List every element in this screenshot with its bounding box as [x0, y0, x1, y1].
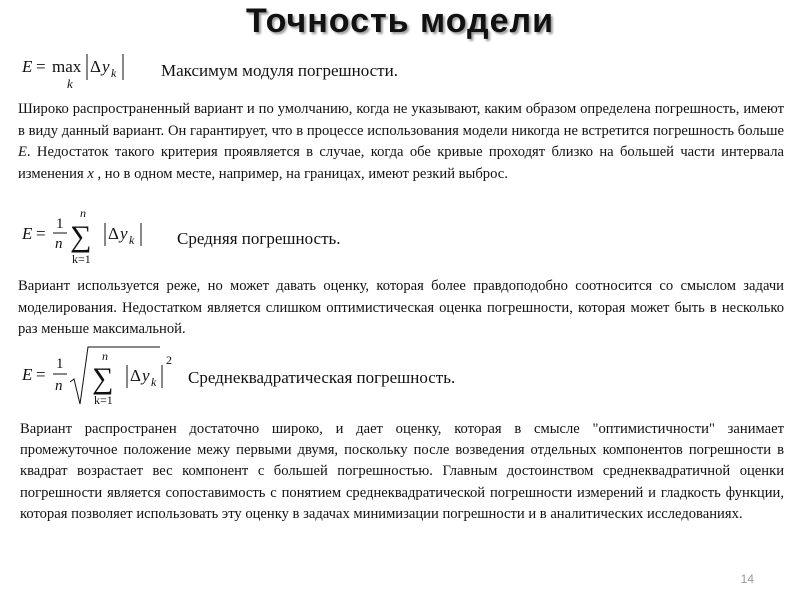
formula-y: y: [142, 366, 150, 385]
formula-delta: Δ: [90, 57, 101, 76]
slide-title: Точность модели: [245, 2, 555, 40]
sum-lower: k=1: [72, 252, 91, 266]
formula-y-index: k: [151, 375, 157, 389]
formula-max-sub: k: [67, 76, 73, 91]
caption-max-error: Максимум модуля погрешности.: [161, 61, 398, 80]
formula-numerator: 1: [56, 216, 64, 232]
formula-lhs: E: [22, 224, 33, 243]
formula-y: y: [120, 224, 128, 243]
formula-delta: Δ: [130, 366, 141, 385]
page-number: 14: [740, 572, 754, 586]
formula-delta: Δ: [108, 224, 119, 243]
sum-symbol: ∑: [70, 220, 92, 253]
paragraph-rms-error: Вариант распространен достаточно широко, и дает оценку, которая в смысле "оптимистичности" занимает промежуточное положение межу первыми двумя, поскольку после возведения отдельных компонентов погрешности в квадрат возрастает вес компонент с большей погрешностью. Главным достоинством среднеквадратичной оценки погрешности является сопоставимость с понятием среднеквадратической погрешности измерений и гладкость функции, которая позволяет использовать эту оценку в задачах минимизации погрешности и в аналитических исследованиях.: [20, 421, 784, 522]
sum-upper: n: [102, 349, 108, 363]
formula-max-error: [20, 50, 140, 94]
paragraph-text-cont: . Недостаток такого критерия проявляется в случае, когда обе кривые проходят близко на большей части интервала изменения: [18, 144, 784, 182]
formula-rms-error: [20, 344, 190, 408]
caption-mean-error: Средняя погрешность.: [177, 229, 341, 248]
sum-upper: n: [80, 206, 86, 220]
formula-y-index: k: [129, 233, 135, 247]
formula-equals: =: [36, 224, 46, 243]
formula-power: 2: [166, 353, 172, 367]
formula-equals: =: [36, 365, 46, 384]
paragraph-mean-error: Вариант используется реже, но может давать оценку, которая более правдоподобно соотносится со смыслом задачи моделирования. Недостатком является слишком оптимистическая оценка погрешности, которая может быть в несколько раз меньше максимальной.: [18, 278, 784, 337]
formula-lhs: E: [22, 365, 33, 384]
paragraph-var-x: x: [87, 165, 94, 182]
formula-numerator: 1: [56, 356, 64, 372]
formula-denominator: n: [55, 236, 63, 252]
formula-y-index: k: [111, 66, 117, 80]
caption-rms-error: Среднеквадратическая погрешность.: [188, 368, 456, 387]
sum-symbol: ∑: [92, 362, 114, 395]
paragraph-text-end: , но в одном месте, например, на границах, имеют резкий выброс.: [97, 165, 508, 182]
paragraph-var-e: E: [18, 144, 27, 160]
formula-max-op: max: [52, 57, 82, 76]
formula-lhs: E: [22, 57, 33, 76]
formula-denominator: n: [55, 378, 63, 394]
formula-y: y: [102, 57, 110, 76]
paragraph-max-error: [18, 99, 784, 185]
formula-equals: =: [36, 57, 46, 76]
formula-mean-error: [20, 206, 160, 266]
paragraph-text: Широко распространенный вариант и по умолчанию, когда не указывают, каким образом определена погрешность, имеют в виду данный вариант. Он гарантирует, что в процессе использования модели никогда не встретится погрешность больше: [18, 101, 784, 139]
sum-lower: k=1: [94, 393, 113, 407]
